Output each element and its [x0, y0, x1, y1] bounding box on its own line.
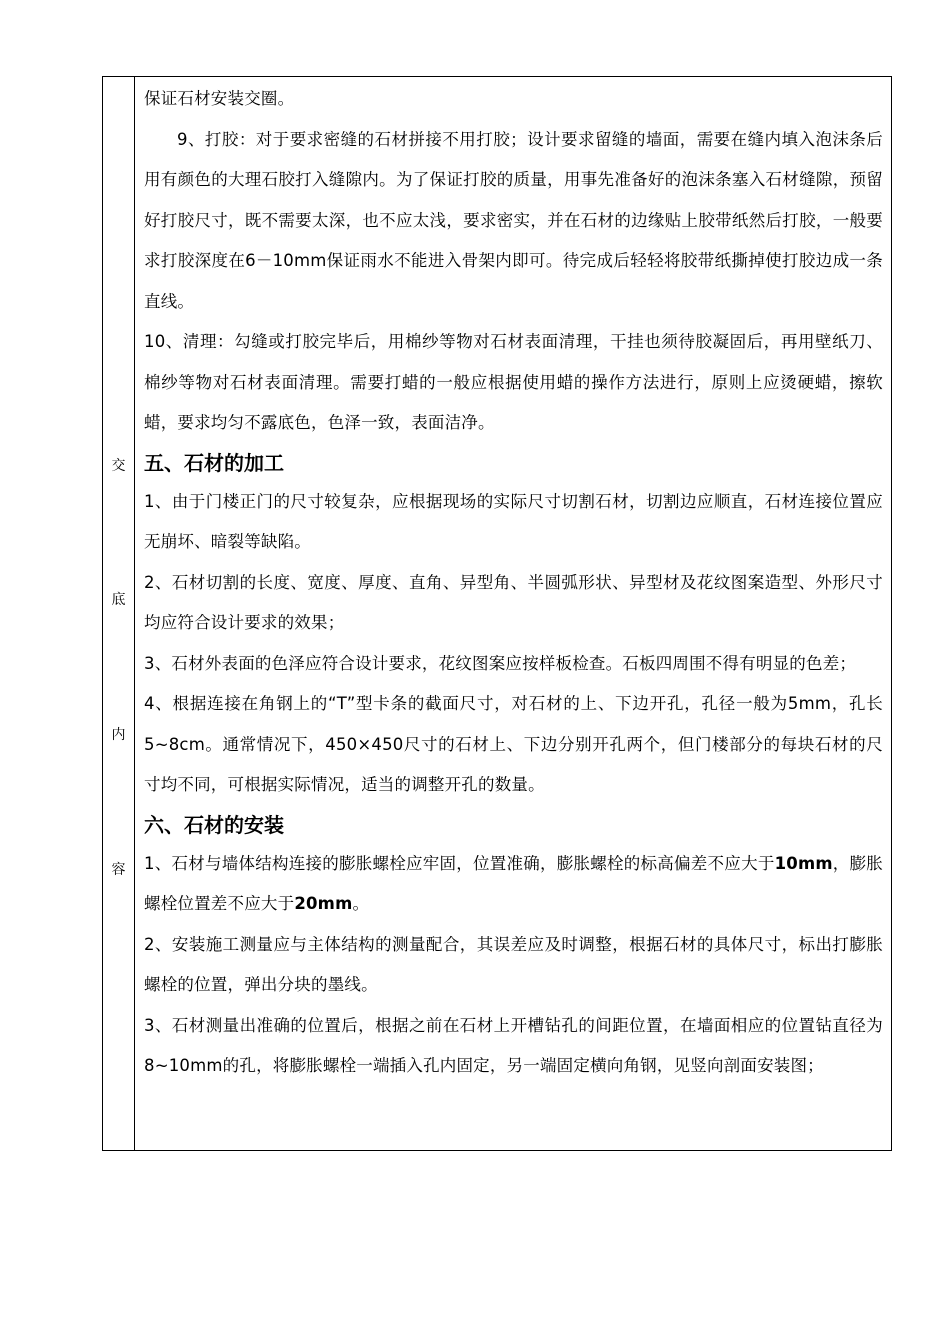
installation-item-text: 1、石材与墙体结构连接的膨胀螺栓应牢固，位置准确，膨胀螺栓的标高偏差不应大于: [144, 853, 775, 873]
side-label-char: 容: [111, 862, 126, 878]
content-column: [135, 77, 891, 1150]
side-label-char: 内: [111, 727, 126, 743]
side-label-char: 交: [111, 458, 126, 474]
processing-item: 1、由于门楼正门的尺寸较复杂，应根据现场的实际尺寸切割石材，切割边应顺直，石材连接位置应无崩坏、暗裂等缺陷。: [144, 491, 883, 551]
paragraph-glue-step: 9、打胶：对于要求密缝的石材拼接不用打胶；设计要求留缝的墙面，需要在缝内填入泡沫条后用有颜色的大理石胶打入缝隙内。为了保证打胶的质量，用事先准备好的泡沫条塞入石材缝隙，预留好打胶尺寸，既不需要太深，也不应太浅，要求密实，并在石材的边缘贴上胶带纸然后打胶，一般要求打胶深度在6－10mm保证雨水不能进入骨架内即可。待完成后轻轻将胶带纸撕掉使打胶边成一条直线。: [144, 129, 883, 311]
disclosure-table: [102, 76, 892, 1151]
processing-item: 4、根据连接在角钢上的“T”型卡条的截面尺寸，对石材的上、下边开孔，孔径一般为5mm，孔长5~8cm。通常情况下，450×450尺寸的石材上、下边分别开孔两个，但门楼部分的每块石材的尺寸均不同，可根据实际情况，适当的调整开孔的数量。: [144, 694, 883, 794]
installation-item-text: ，膨胀螺栓位置差不应大于: [144, 853, 883, 913]
paragraph-continuation: 保证石材安装交圈。: [144, 89, 295, 108]
tolerance-value: 10mm: [774, 853, 833, 873]
section-heading-processing: 五、石材的加工: [144, 450, 284, 475]
installation-item: [144, 844, 883, 925]
paragraph-cleaning-step: 10、清理：勾缝或打胶完毕后，用棉纱等物对石材表面清理，干挂也须待胶凝固后，再用壁纸刀、棉纱等物对石材表面清理。需要打蜡的一般应根据使用蜡的操作方法进行，原则上应烫硬蜡，擦软蜡，要求均匀不露底色，色泽一致，表面洁净。: [144, 332, 883, 432]
side-label-column: [103, 77, 135, 1150]
side-label-char: 底: [111, 592, 126, 608]
tolerance-value: 20mm: [294, 894, 353, 913]
processing-item: 3、石材外表面的色泽应符合设计要求，花纹图案应按样板检查。石板四周围不得有明显的色差；: [144, 653, 857, 673]
installation-item-text: 。: [352, 894, 370, 913]
processing-item: 2、石材切割的长度、宽度、厚度、直角、异型角、半圆弧形状、异型材及花纹图案造型、外形尺寸均应符合设计要求的效果；: [144, 572, 883, 632]
section-heading-installation: 六、石材的安装: [144, 812, 284, 837]
installation-item: 2、安装施工测量应与主体结构的测量配合，其误差应及时调整，根据石材的具体尺寸，标出打膨胀螺栓的位置，弹出分块的墨线。: [144, 934, 883, 994]
installation-item: 3、石材测量出准确的位置后，根据之前在石材上开槽钻孔的间距位置，在墙面相应的位置钻直径为8~10mm的孔，将膨胀螺栓一端插入孔内固定，另一端固定横向角钢，见竖向剖面安装图；: [144, 1015, 883, 1075]
